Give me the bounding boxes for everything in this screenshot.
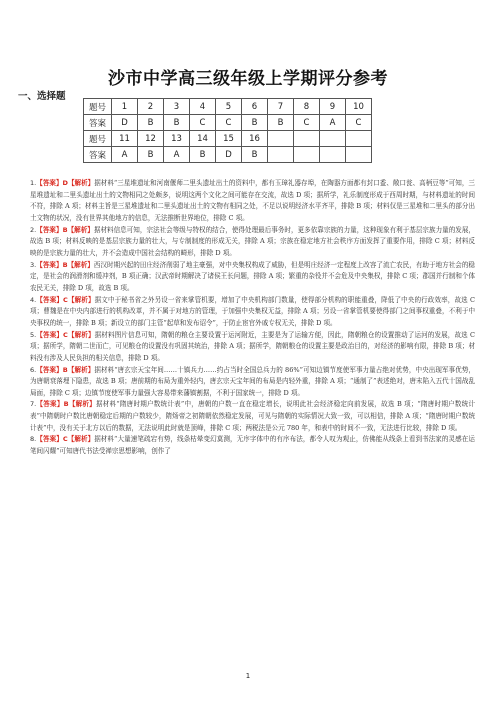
answer-letter: D xyxy=(62,179,68,187)
answer-letter: B xyxy=(62,260,68,269)
analysis-text: 据材料图片信息可知，隋朝的粮仓主要设置于运河附近，主要是为了运输方便，因此，隋朝粮仓的设置推动了运河的发展，故选 C 项；据所学，隋朝二世而亡，可见粮仓的设置没有巩固其统治，排除 A 项；据所学，隋朝粮仓的设置主要是政治目的，对经济的影响有限，排除 B 项；材料没有涉及人民负担的相关信息，排除 D 项。 xyxy=(30,330,475,362)
table-cell xyxy=(320,147,346,163)
table-row xyxy=(84,99,372,115)
table-cell: D xyxy=(216,147,242,163)
list-item xyxy=(30,330,475,365)
table-cell: 3 xyxy=(164,99,190,115)
analysis-text: 据材料信息可知，宗法社会等级与特权的结合，使得处理最后事务时，更多依靠宗族的力量，这种现象有利于基层宗族力量的发展，故选 B 项；材料反映的是基层宗族力量的壮大，与专制制度的形成无关，排除 A 项；宗族在稳定地方社会秩序方面发挥了重要作用，排除 C 项；材料反映的是宗族力量的壮大，并不会造成中国社会结构的畸形，排除 D 项。 xyxy=(30,225,475,257)
answer-letter: C xyxy=(62,435,68,444)
table-cell: 10 xyxy=(346,99,372,115)
table-cell xyxy=(268,147,294,163)
answer-tag: 【答案】 xyxy=(36,365,63,374)
list-item xyxy=(30,178,475,225)
table-cell: B xyxy=(164,115,190,131)
analysis-tag: 【解析】 xyxy=(67,260,94,269)
analysis-tag: 【解析】 xyxy=(67,225,94,234)
table-cell: B xyxy=(138,115,164,131)
table-cell: 13 xyxy=(164,131,190,147)
table-cell: B xyxy=(242,147,268,163)
answer-tag: 【答案】 xyxy=(36,435,63,444)
table-row xyxy=(84,147,372,163)
answer-letter: C xyxy=(63,330,68,339)
list-item xyxy=(30,434,475,457)
analysis-tag: 【解析】 xyxy=(68,400,96,409)
list-item xyxy=(30,225,475,260)
answer-letter: B xyxy=(63,400,69,409)
table-row-header: 题号 xyxy=(84,99,112,115)
answer-tag: 【答案】 xyxy=(36,330,64,339)
list-item xyxy=(30,260,475,295)
analysis-tag: 【解析】 xyxy=(67,295,95,304)
answer-tag: 【答案】 xyxy=(36,225,63,234)
item-number: 7. xyxy=(30,400,37,409)
table-cell: A xyxy=(112,147,138,163)
table-cell: 12 xyxy=(138,131,164,147)
table-cell: A xyxy=(164,147,190,163)
table-cell: C xyxy=(346,115,372,131)
table-cell: A xyxy=(320,115,346,131)
table-cell: C xyxy=(294,115,320,131)
analysis-text: 据材料“大量速笔疏宕有势，线条枯晕变幻莫测，无序字体中的有序布法，都令人叹为观止，仿佛能从线条上看到书法家的灵感在运笔间闪耀”可知唐代书法受禅宗思想影响，创作了 xyxy=(30,435,475,456)
item-number: 6. xyxy=(30,365,37,374)
table-cell: 4 xyxy=(190,99,216,115)
answer-letter: B xyxy=(62,225,68,234)
list-item xyxy=(30,365,475,400)
answer-tag: 【答案】 xyxy=(36,400,64,409)
table-cell: 2 xyxy=(138,99,164,115)
answer-table xyxy=(83,98,372,163)
answer-letter: C xyxy=(63,295,68,304)
table-cell: 16 xyxy=(242,131,268,147)
explanation-list xyxy=(30,178,475,458)
table-cell: C xyxy=(190,115,216,131)
answer-tag: 【答案】 xyxy=(36,260,63,269)
table-cell: B xyxy=(190,147,216,163)
analysis-tag: 【解析】 xyxy=(67,179,95,187)
analysis-text: 据材料“三星堆遗址和河南偃师二里头遗址出土的资料中，都有玉璋礼器存埠，在陶器方面都有封口盉、敞口瓮、高柄豆等”可知，三星堆遗址和二里头遗址出土的文物相同之处颇多，说明这两个文化之间可能存在交流，故选 D 项；据所学，礼乐制度形成于西周时期，与材料遗址的时间不符，排除 A 项；材料主旨是三星堆遗址和二里头遗址出土的文物有相同之处，不足以说明经济水平齐平，排除 B 项；材料仅是三星堆和二里头的部分出土文物的状况，没有世界其他地方的信息，无法推断世界地位，排除 C 项。 xyxy=(30,179,475,222)
list-item xyxy=(30,295,475,330)
item-number: 3. xyxy=(30,260,37,269)
table-cell xyxy=(346,131,372,147)
item-number: 8. xyxy=(30,435,37,444)
page-number: 1 xyxy=(245,672,251,680)
table-row-header: 题号 xyxy=(84,131,112,147)
table-cell: B xyxy=(268,115,294,131)
section-heading: 一、选择题 xyxy=(18,91,66,102)
table-cell: 15 xyxy=(216,131,242,147)
table-cell xyxy=(346,147,372,163)
table-cell: 8 xyxy=(294,99,320,115)
item-number: 5. xyxy=(30,330,37,339)
item-number: 2. xyxy=(30,225,37,234)
analysis-text: 据材料“唐玄宗天宝年间……十镇兵力……约占当时全国总兵力的 86%”可知边镇节度使军事力量占绝对优势，中央出现军事优势，为唐朝衰落埋下隐患，故选 B 项；唐前期的布局为重外轻内，唐玄宗天宝年间的布局是内轻外重，排除 A 项；“通制了”表述绝对，唐末陷入五代十国战乱局面，排除 C 项；边镇节度使军事力量强大容易带来藩镇割据，不利于国家统一，排除 D 项。 xyxy=(30,365,475,397)
table-cell: 6 xyxy=(242,99,268,115)
answer-tag: 【答案】 xyxy=(36,295,64,304)
table-cell: 5 xyxy=(216,99,242,115)
page-title: 沙市中学高三级年级上学期评分参考 xyxy=(108,69,388,89)
table-row-header: 答案 xyxy=(84,115,112,131)
analysis-tag: 【解析】 xyxy=(67,435,95,444)
table-row xyxy=(84,131,372,147)
table-row xyxy=(84,115,372,131)
table-cell xyxy=(294,131,320,147)
list-item xyxy=(30,399,475,434)
analysis-tag: 【解析】 xyxy=(67,330,95,339)
table-cell: B xyxy=(242,115,268,131)
analysis-text: 西汉时期兴起的田庄经济削弱了地主豪强，对中央集权构成了威胁，但是明庄经济一定程度上改容了流亡农民，有助于地方社会的稳定，是社会的润滑剂和缓冲剂，B 项正确；汉武帝时期解决了诸侯王长问题，排除 A 项；繁重的杂役并不会危及中央集权，排除 C 项；郡国并行制和个体农民无关，排除 D 项，故选 B 项。 xyxy=(30,260,475,292)
table-cell: D xyxy=(112,115,138,131)
analysis-text: 据文中于秘书省之外另设一省来掌管机要，增加了中央机构部门数量，使得部分机构的职能重叠，降低了中央的行政效率，故选 C 项；曹魏是在中央内部进行的机构改革，并不属于对地方的管理，于加强中央集权无益，排除 A 项；另设一省掌管机要使得部门之间事权重叠，不利于中央事权的统一，排除 B 项；新设立的部门主管“起草和发布诏令”，于防止宦官外戚专权无关，排除 D 项。 xyxy=(30,295,475,327)
analysis-text: 据材料“隋唐时期户数统计表”中，唐朝的户数一直在稳定增长，说明此社会经济稳定向前发展，故选 B 项；“隋唐时期户数统计表”中隋朝时户数比唐朝稳定后期的户数较少，隋炀帝之初隋朝依然稳定发展，可见与隋朝的实际情况大致一致，可以相信，排除 A 项；“隋唐时期户数统计表”中，没有关于北方以后的数据，无法说明此时就是顶峰，排除 C 项；两税法是公元 780 年，和表中的时间不一致，无法进行比较，排除 D 项。 xyxy=(30,400,475,432)
table-cell: C xyxy=(216,115,242,131)
table-cell: B xyxy=(138,147,164,163)
item-number: 1. xyxy=(30,179,37,187)
table-cell: 1 xyxy=(112,99,138,115)
table-cell: 7 xyxy=(268,99,294,115)
table-cell: 14 xyxy=(190,131,216,147)
analysis-tag: 【解析】 xyxy=(67,365,95,374)
table-cell: 11 xyxy=(112,131,138,147)
table-cell xyxy=(320,131,346,147)
item-number: 4. xyxy=(30,295,37,304)
table-cell xyxy=(294,147,320,163)
table-cell xyxy=(268,131,294,147)
table-row-header: 答案 xyxy=(84,147,112,163)
answer-tag: 【答案】 xyxy=(36,179,63,187)
table-cell: 9 xyxy=(320,99,346,115)
answer-letter: B xyxy=(62,365,68,374)
